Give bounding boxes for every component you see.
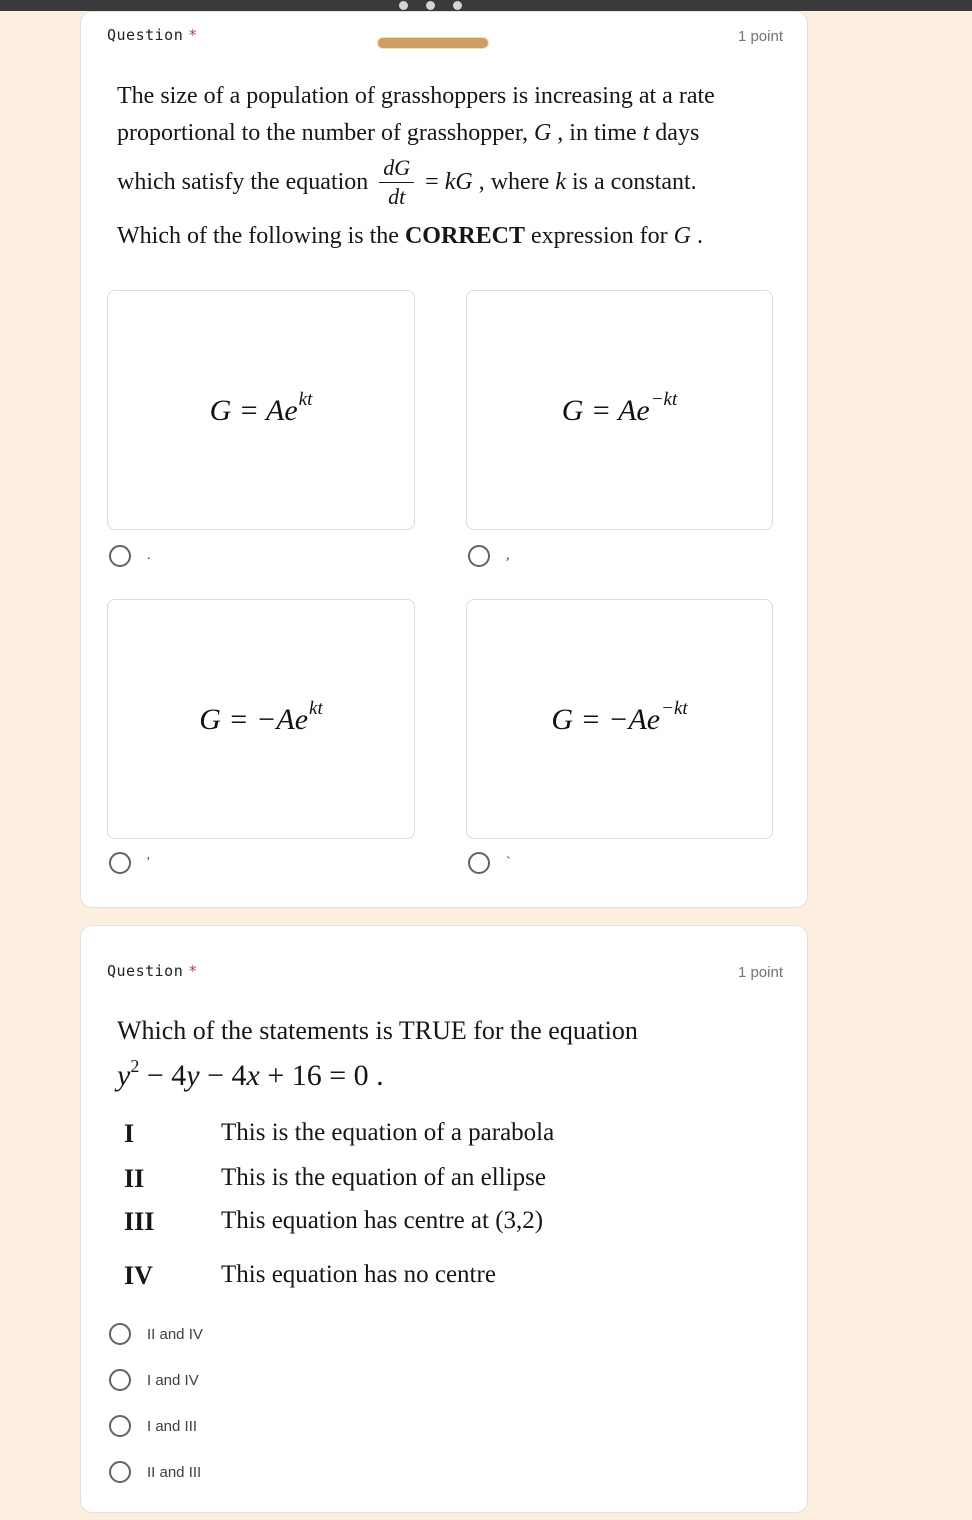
equation-rhs: = kG , where k is a constant.	[425, 168, 697, 195]
radio-button-icon[interactable]	[109, 1415, 131, 1437]
question-equation-line: which satisfy the equation $\frac{dG}{dt}$ = kG , where k is a constant.	[117, 154, 697, 209]
question-label: Question	[107, 26, 184, 44]
points-badge: 1 point	[737, 28, 783, 45]
question-line: Which of the statements is TRUE for the equation	[117, 1016, 638, 1045]
radio-option-I-and-IV[interactable]	[109, 1369, 199, 1391]
statement-row	[124, 1164, 546, 1194]
required-asterisk: *	[188, 962, 198, 980]
radio-option-label: II and III	[147, 1463, 202, 1481]
radio-option-label: II and IV	[147, 1325, 203, 1343]
question-text	[117, 1014, 782, 1093]
radio-option-B[interactable]	[468, 545, 510, 567]
fraction-dG-dt: $\frac{dG}{dt}$	[379, 156, 414, 209]
radio-option-II-and-III[interactable]	[109, 1461, 201, 1483]
radio-option-I-and-III[interactable]	[109, 1415, 197, 1437]
radio-option-label: ,	[506, 548, 510, 563]
radio-option-A[interactable]	[109, 545, 151, 567]
radio-button-icon[interactable]	[109, 1461, 131, 1483]
radio-option-label: I and IV	[147, 1371, 199, 1389]
statement-text: This is the equation of an ellipse	[221, 1164, 546, 1191]
radio-button-icon[interactable]	[468, 852, 490, 874]
header-pill	[377, 37, 489, 49]
option-image-A[interactable]	[107, 290, 415, 530]
statement-numeral: IV	[124, 1261, 153, 1290]
statement-row	[124, 1119, 554, 1149]
statement-text: This equation has centre at (3,2)	[221, 1207, 544, 1234]
radio-option-C[interactable]	[109, 852, 150, 874]
option-equation: $G = -Ae^{-kt}$	[551, 697, 688, 736]
statement-text: This equation has no centre	[221, 1261, 496, 1288]
drag-handle-dot-icon	[399, 1, 408, 10]
statement-numeral: III	[124, 1207, 155, 1236]
option-equation: $G = Ae^{-kt}$	[561, 388, 678, 427]
required-asterisk: *	[188, 26, 198, 44]
radio-option-label: `	[506, 855, 511, 870]
option-image-B[interactable]	[466, 290, 773, 530]
radio-button-icon[interactable]	[109, 852, 131, 874]
option-image-C[interactable]	[107, 599, 415, 839]
radio-button-icon[interactable]	[109, 1369, 131, 1391]
radio-option-label: '	[147, 855, 150, 870]
question-equation: $y^2 - 4y - 4x + 16 = 0$ .	[117, 1056, 384, 1092]
statement-row	[124, 1261, 496, 1291]
statement-text: This is the equation of a parabola	[221, 1119, 555, 1146]
question-card-1	[80, 11, 808, 908]
radio-button-icon[interactable]	[109, 1323, 131, 1345]
radio-option-II-and-IV[interactable]	[109, 1323, 203, 1345]
option-equation: $G = -Ae^{kt}$	[199, 697, 323, 736]
radio-button-icon[interactable]	[109, 545, 131, 567]
drag-handle-dot-icon	[453, 1, 462, 10]
option-equation: $G = Ae^{kt}$	[209, 388, 313, 427]
option-image-D[interactable]	[466, 599, 773, 839]
question-line: Which of the following is the CORRECT expression for G .	[117, 223, 703, 249]
radio-button-icon[interactable]	[468, 545, 490, 567]
radio-option-label: I and III	[147, 1417, 198, 1435]
drag-handle-dot-icon	[426, 1, 435, 10]
radio-option-D[interactable]	[468, 852, 511, 874]
question-label: Question	[107, 962, 184, 980]
statement-row	[124, 1207, 543, 1237]
question-line: The size of a population of grasshoppers is increasing at a rate	[117, 83, 715, 109]
question-text	[117, 78, 782, 255]
statement-numeral: II	[124, 1164, 145, 1193]
top-toolbar	[0, 0, 972, 11]
statement-numeral: I	[124, 1119, 135, 1148]
points-badge: 1 point	[737, 964, 783, 981]
question-line: proportional to the number of grasshopper, G , in time t days	[117, 120, 700, 146]
question-title	[107, 26, 198, 44]
question-title	[107, 962, 198, 980]
question-card-2	[80, 925, 808, 1513]
radio-option-label: .	[147, 548, 151, 563]
